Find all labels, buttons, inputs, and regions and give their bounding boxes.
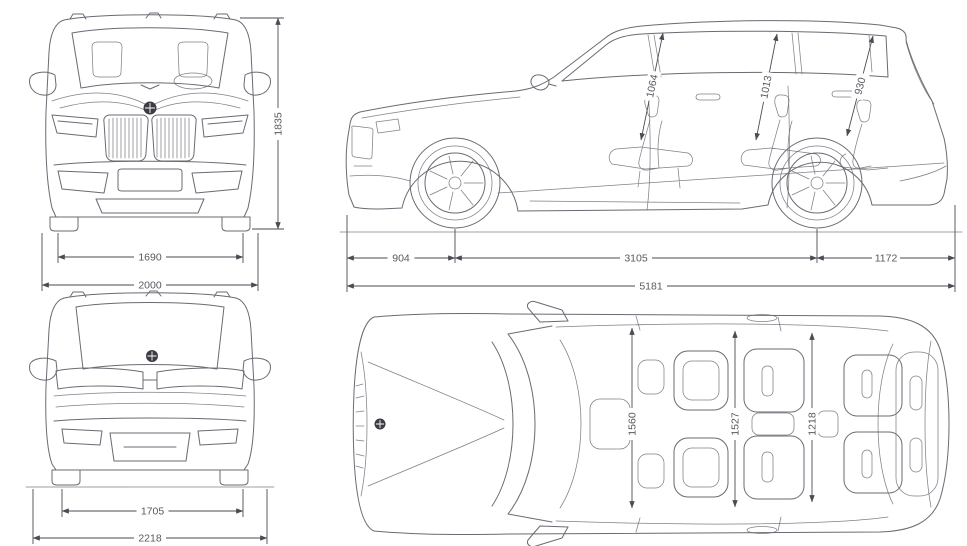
front-wheel: [410, 138, 500, 228]
front-end-details: [350, 97, 520, 181]
rear-bumper-details: [54, 418, 246, 461]
cargo-rail: [910, 438, 922, 472]
side-mirrors: [527, 301, 568, 546]
door-mirror: [531, 75, 556, 90]
seat-back: [844, 355, 902, 416]
third-row-seats: [818, 355, 902, 493]
seat-inner: [683, 448, 719, 487]
windshield-cowl: [492, 326, 552, 522]
center-console: [590, 399, 630, 449]
rear-dimensions: [33, 489, 267, 545]
armrest: [752, 413, 794, 435]
side-mirrors: [30, 72, 271, 95]
front-bumper-details: [54, 161, 246, 213]
shoulder-rear-label: 1218: [806, 412, 819, 436]
headrest: [638, 360, 664, 394]
headroom-middle-label: 1013: [758, 74, 775, 100]
side-dimensions: [347, 33, 955, 293]
tire: [410, 138, 500, 228]
second-row-seats: [744, 349, 804, 499]
top-dimensions: [626, 328, 819, 508]
shoulder-middle-label: 1527: [729, 412, 742, 436]
seat-back: [744, 436, 804, 499]
kidney-grille: [104, 115, 196, 161]
cargo-rail: [910, 376, 922, 410]
mirror-width-dimension-label: 2218: [138, 532, 162, 545]
wheelbase-label: 3105: [624, 252, 648, 265]
front-row-seats: [560, 340, 728, 508]
headroom-front-label: 1064: [644, 73, 661, 99]
rear-view: [26, 291, 274, 545]
front-overhang-label: 904: [392, 252, 410, 265]
spokes: [430, 156, 483, 210]
taillights: [56, 368, 244, 389]
tailgate-lines: [54, 392, 246, 407]
car-body-outline: [353, 313, 949, 534]
car-body-outline: [346, 21, 947, 211]
steering-wheel: [174, 73, 212, 89]
door-seams: [636, 316, 781, 532]
headlights: [52, 115, 248, 137]
headrests: [92, 42, 208, 77]
rear-overhang-label: 1172: [874, 252, 898, 265]
rear-wheel: [772, 138, 862, 228]
height-dimension-label: 1835: [272, 112, 285, 136]
overall-length-label: 5181: [639, 280, 663, 293]
center-cushion: [818, 411, 838, 437]
extension-lines: [347, 205, 955, 292]
belt-slot: [762, 452, 773, 482]
side-view: [340, 21, 962, 293]
seat-back: [674, 438, 728, 497]
interior-seats: [498, 95, 944, 193]
hub: [449, 177, 461, 189]
shoulder-front-label: 1560: [626, 412, 639, 436]
spokes: [792, 156, 845, 210]
dashboard-line: [560, 340, 581, 508]
extension-lines: [42, 18, 284, 291]
rear-track-dimension-label: 1705: [140, 505, 165, 518]
width-dimension-label: 2000: [138, 279, 162, 292]
rear-end-details: [530, 42, 946, 203]
top-view: [353, 301, 949, 546]
grille-slats: [109, 118, 189, 158]
front-dimensions: [42, 18, 285, 292]
seat-back: [744, 349, 804, 412]
side-windows: [562, 31, 888, 81]
seat-back: [844, 432, 902, 493]
hub: [811, 177, 823, 189]
belt-slot: [862, 370, 872, 398]
seat-inner: [683, 361, 719, 400]
windshield: [72, 28, 228, 89]
belt-slot: [762, 366, 773, 396]
headrest: [638, 454, 664, 488]
seat-back: [674, 351, 728, 410]
tire: [772, 138, 862, 228]
door-seams-handles: [647, 86, 856, 210]
roof-edges: [556, 324, 931, 524]
rear-wheels: [52, 470, 248, 485]
front-view: [30, 13, 285, 292]
car-body-outline: [46, 15, 255, 217]
track-dimension-label: 1690: [138, 251, 162, 264]
window-pillars: [648, 33, 872, 77]
headroom-rear-label: 930: [852, 76, 869, 97]
front-wheels: [50, 217, 250, 231]
belt-slot: [862, 450, 872, 478]
